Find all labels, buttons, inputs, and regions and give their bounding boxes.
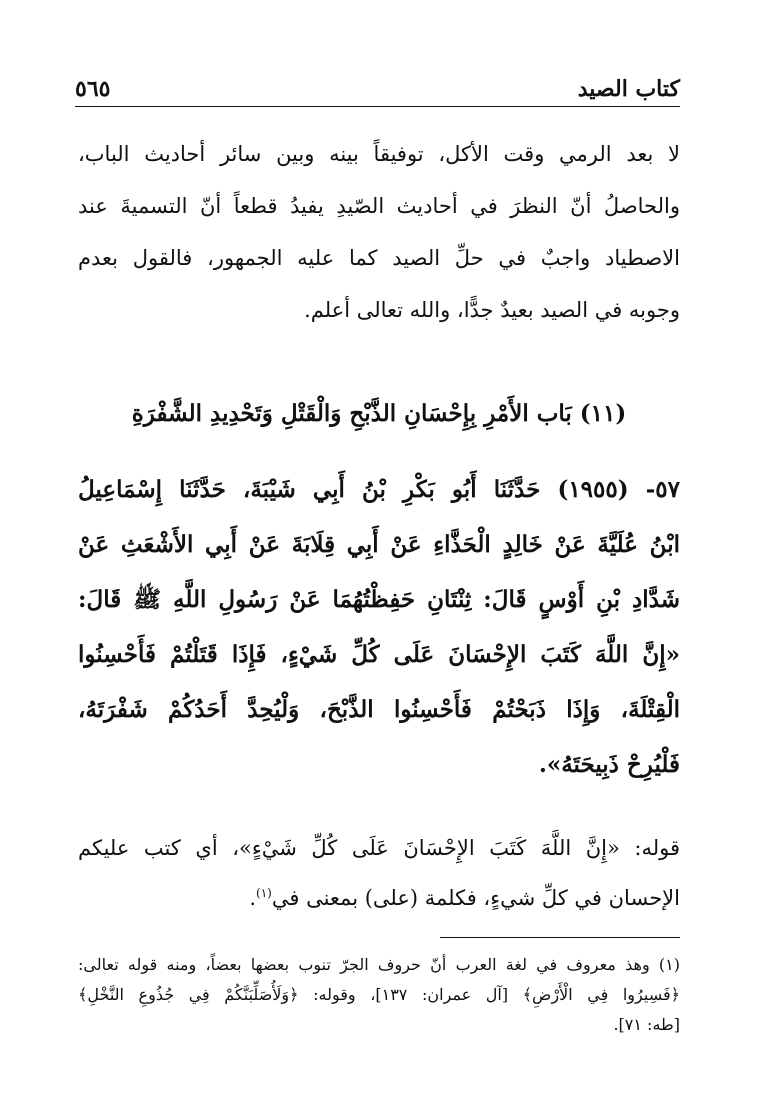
text-line: وجوبه في الصيد بعيدٌ جدًّا، والله تعالى أعلم.: [304, 298, 680, 322]
text-line: لا بعد الرمي وقت الأكل، توفيقاً بينه وبين سائر أحاديث الباب،: [78, 142, 680, 166]
footnote-divider: [440, 937, 680, 938]
comment-line: قوله: «إِنَّ اللَّهَ كَتَبَ الإِحْسَانَ عَلَى كُلِّ شَيْءٍ»، أي كتب عليكم: [78, 836, 680, 860]
page-number: ٥٦٥: [75, 76, 111, 102]
footnote-line: (١) وهذ معروف في لغة العرب أنّ حروف الجرّ تنوب بعضها بعضاً، ومنه قوله تعالى:: [78, 955, 680, 974]
text-line: والحاصلُ أنّ النظرَ في أحاديث الصّيدِ يفيدُ قطعاً أنّ التسميةَ عند: [78, 194, 680, 218]
hadith-text: [78, 462, 680, 792]
text-line: الاصطياد واجبٌ في حلِّ الصيد كما عليه الجمهور، فالقول بعدم: [78, 246, 680, 270]
hadith-line: شَدَّادِ بْنِ أَوْسٍ قَالَ: ثِنْتَانِ حَفِظْتُهُمَا عَنْ رَسُولِ اللَّهِ ﷺ قَالَ:: [78, 586, 680, 613]
footnote-line: ﴿فَسِيرُوا فِي الْأَرْضِ﴾ [آل عمران: ١٣٧]، وقوله: ﴿وَلَأُصَلِّبَنَّكُمْ فِي جُذُوعِ النَّخْلِ﴾: [78, 985, 680, 1004]
footnote-reference[interactable]: (١): [256, 886, 272, 900]
hadith-line: «إِنَّ اللَّهَ كَتَبَ الإِحْسَانَ عَلَى كُلِّ شَيْءٍ، فَإِذَا قَتَلْتُمْ فَأَحْسِنُوا: [78, 641, 680, 668]
hadith-line: الْقِتْلَةَ، وَإِذَا ذَبَحْتُمْ فَأَحْسِنُوا الذَّبْحَ، وَلْيُحِدَّ أَحَدُكُمْ شَفْرَتَهُ،: [78, 696, 680, 723]
comment-end: .: [249, 886, 257, 910]
hadith-line: ٥٧- (١٩٥٥) حَدَّثَنَا أَبُو بَكْرِ بْنُ أَبِي شَيْبَةَ، حَدَّثَنَا إِسْمَاعِيلُ: [78, 476, 680, 503]
footnote: [78, 950, 680, 1040]
hadith-line: ابْنُ عُلَيَّةَ عَنْ خَالِدٍ الْحَذَّاءِ عَنْ أَبِي قِلَابَةَ عَنْ أَبِي الأَشْعَثِ عَنْ: [78, 531, 680, 558]
running-title: كتاب الصيد: [577, 76, 680, 102]
comment-line-last: [78, 871, 680, 921]
commentary-note: [78, 826, 680, 921]
commentary-paragraph: [78, 128, 680, 336]
chapter-heading: (١١) بَاب الأَمْرِ بِإِحْسَانِ الذَّبْحِ وَالْقَتْلِ وَتَحْدِيدِ الشَّفْرَةِ: [131, 400, 627, 427]
comment-text: الإحسان في كلِّ شيءٍ، فكلمة (على) بمعنى في: [271, 886, 680, 910]
page-header: [75, 62, 680, 107]
hadith-line: فَلْيُرِحْ ذَبِيحَتَهُ».: [538, 751, 680, 778]
footnote-line: [طه: ٧١].: [613, 1015, 680, 1034]
